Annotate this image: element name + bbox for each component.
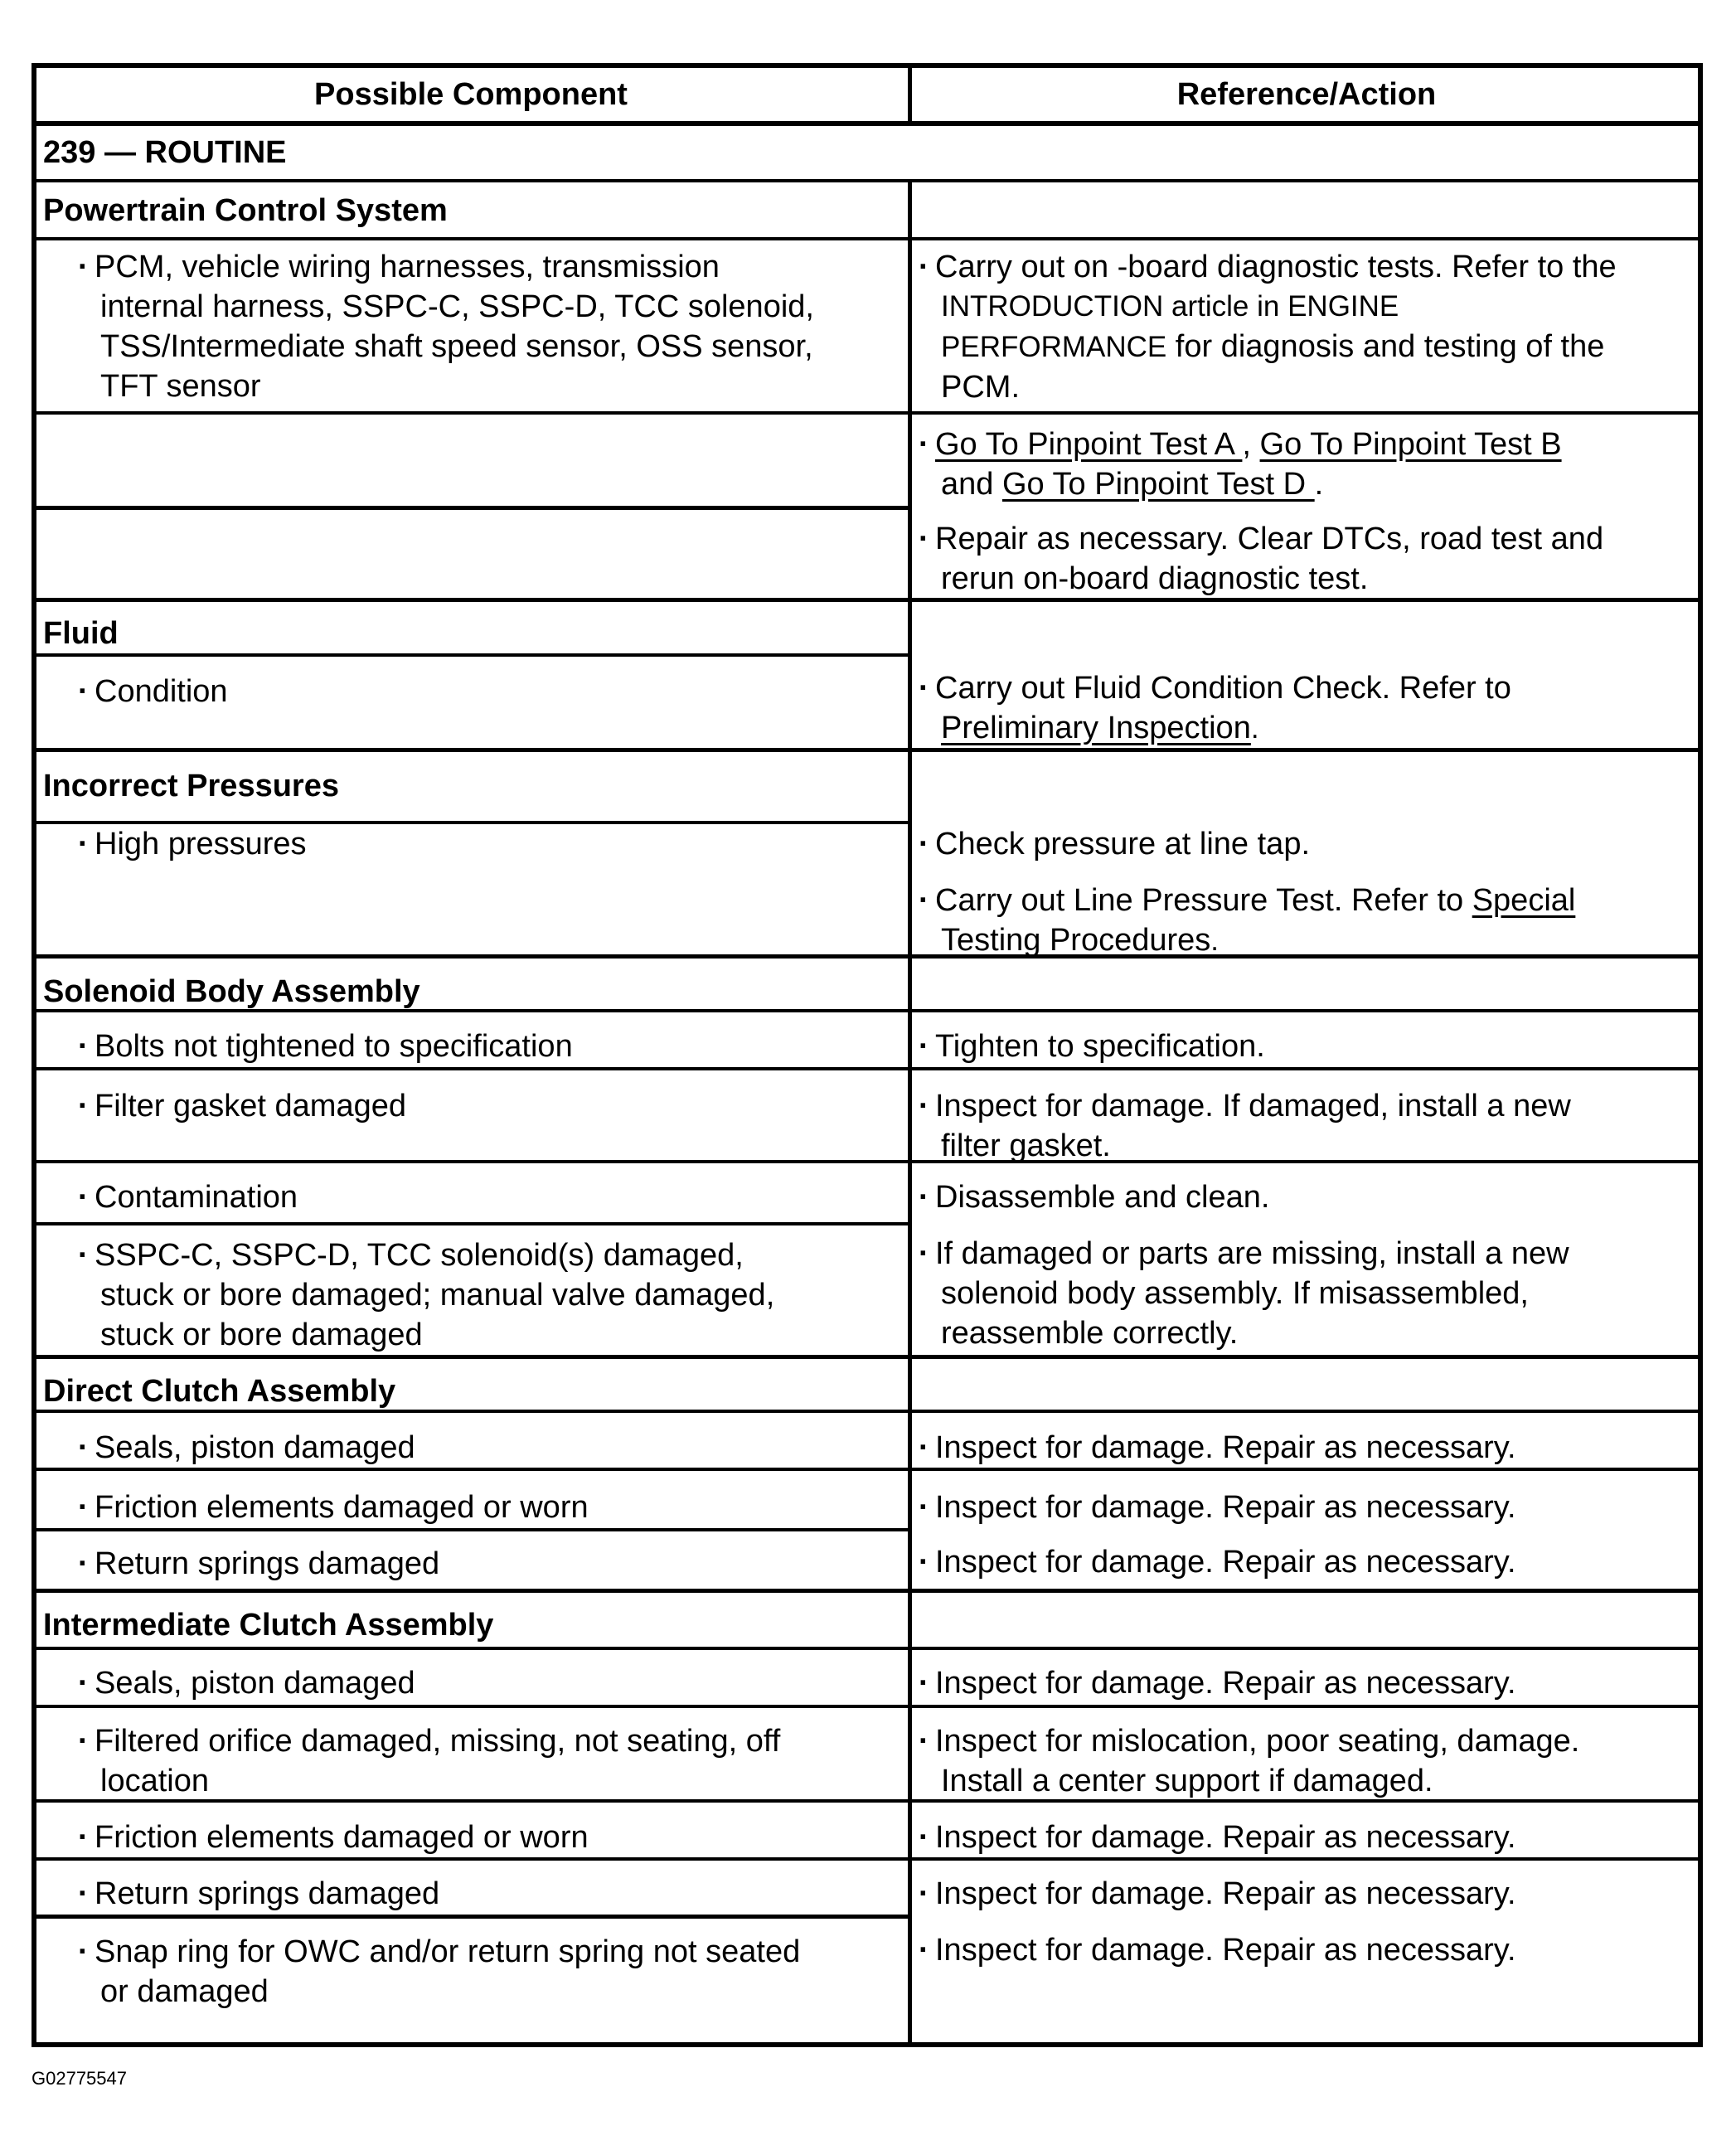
section-title-direct-clutch: Direct Clutch Assembly bbox=[43, 1374, 396, 1409]
component-text: Seals, piston damaged bbox=[95, 1666, 415, 1701]
bullet-icon: · bbox=[919, 1545, 929, 1580]
section-title-fluid: Fluid bbox=[43, 616, 119, 651]
reference-text: INTRODUCTION article in ENGINE bbox=[941, 290, 1399, 323]
bullet-icon: · bbox=[78, 1820, 89, 1855]
bullet-icon: · bbox=[919, 1089, 929, 1124]
table-border-bottom bbox=[32, 2042, 1703, 2047]
bullet-icon: · bbox=[919, 1666, 929, 1701]
left-row-divider bbox=[32, 653, 910, 657]
action-text: Carry out Fluid Condition Check. Refer to bbox=[935, 671, 1511, 706]
action-text: reassemble correctly. bbox=[941, 1316, 1239, 1351]
bullet-icon: · bbox=[78, 827, 89, 861]
component-text: TFT sensor bbox=[100, 369, 261, 404]
bullet-icon: · bbox=[919, 427, 929, 462]
bullet-icon: · bbox=[78, 1934, 89, 1969]
special-testing-link[interactable]: Testing Procedures bbox=[941, 923, 1211, 958]
action-text: Check pressure at line tap. bbox=[935, 827, 1311, 861]
bullet-icon: · bbox=[78, 1238, 89, 1273]
component-text: Return springs damaged bbox=[95, 1546, 440, 1581]
action-text: and bbox=[941, 467, 1002, 502]
action-text: rerun on-board diagnostic test. bbox=[941, 561, 1369, 596]
special-testing-link[interactable]: Special bbox=[1472, 883, 1576, 918]
component-text: Contamination bbox=[95, 1180, 298, 1215]
table-border-right bbox=[1698, 63, 1703, 2047]
action-text: Carry out Line Pressure Test. Refer to bbox=[935, 883, 1472, 918]
action-text: Repair as necessary. Clear DTCs, road test and bbox=[935, 522, 1604, 556]
bullet-icon: · bbox=[78, 1876, 89, 1911]
component-text: Bolts not tightened to specification bbox=[95, 1029, 573, 1064]
row-divider bbox=[32, 411, 1703, 415]
bullet-icon: · bbox=[919, 1430, 929, 1465]
bullet-icon: · bbox=[919, 1236, 929, 1271]
component-text: Return springs damaged bbox=[95, 1876, 440, 1911]
section-title-pressures: Incorrect Pressures bbox=[43, 769, 339, 803]
component-text: location bbox=[100, 1764, 209, 1798]
left-row-divider bbox=[32, 1915, 910, 1919]
pinpoint-test-b-link[interactable]: Go To Pinpoint Test B bbox=[1259, 427, 1562, 462]
bullet-icon: · bbox=[919, 1180, 929, 1215]
column-divider bbox=[908, 181, 912, 2046]
bullet-icon: · bbox=[919, 1724, 929, 1759]
bullet-icon: · bbox=[78, 250, 89, 284]
action-text: Carry out on -board diagnostic tests. Refer to the bbox=[935, 250, 1617, 284]
action-text: Inspect for damage. If damaged, install a new bbox=[935, 1089, 1571, 1124]
action-text: Inspect for mislocation, poor seating, damage. bbox=[935, 1724, 1580, 1759]
action-text: Inspect for damage. Repair as necessary. bbox=[935, 1820, 1516, 1855]
action-text: . bbox=[1210, 925, 1220, 957]
component-text: PCM, vehicle wiring harnesses, transmission bbox=[95, 250, 720, 284]
row-divider bbox=[32, 121, 1703, 126]
separator-text: , bbox=[1242, 427, 1260, 462]
bullet-icon: · bbox=[919, 1490, 929, 1525]
section-title-solenoid: Solenoid Body Assembly bbox=[43, 974, 420, 1009]
action-text: Inspect for damage. Repair as necessary. bbox=[935, 1430, 1516, 1465]
row-divider bbox=[32, 1647, 1703, 1650]
row-divider bbox=[32, 179, 1703, 182]
pinpoint-test-d-link[interactable]: Go To Pinpoint Test D bbox=[1001, 467, 1315, 502]
bullet-icon: · bbox=[919, 883, 929, 918]
bullet-icon: · bbox=[78, 1724, 89, 1759]
component-text: Friction elements damaged or worn bbox=[95, 1820, 589, 1855]
bullet-icon: · bbox=[78, 1180, 89, 1215]
reference-text: PERFORMANCE bbox=[941, 331, 1167, 363]
bullet-icon: · bbox=[78, 1490, 89, 1525]
action-text: for diagnosis and testing of the bbox=[1166, 329, 1605, 364]
component-text: Filter gasket damaged bbox=[95, 1089, 406, 1124]
action-text: Inspect for damage. Repair as necessary. bbox=[935, 1490, 1516, 1525]
figure-code: G02775547 bbox=[32, 2068, 127, 2089]
component-text: Condition bbox=[95, 674, 228, 709]
bullet-icon: · bbox=[919, 1029, 929, 1064]
action-text: If damaged or parts are missing, install a new bbox=[935, 1236, 1569, 1271]
left-row-divider bbox=[32, 1222, 910, 1225]
left-row-divider bbox=[32, 1528, 910, 1531]
component-text: High pressures bbox=[95, 827, 307, 861]
routine-title: 239 — ROUTINE bbox=[43, 135, 287, 170]
row-divider bbox=[32, 1067, 1703, 1070]
section-title-intermediate-clutch: Intermediate Clutch Assembly bbox=[43, 1608, 494, 1643]
bullet-icon: · bbox=[919, 827, 929, 861]
component-text: Snap ring for OWC and/or return spring not seated bbox=[95, 1934, 801, 1969]
action-text: Disassemble and clean. bbox=[935, 1180, 1270, 1215]
bullet-icon: · bbox=[78, 1546, 89, 1581]
header-reference-action: Reference/Action bbox=[1176, 77, 1437, 112]
row-divider bbox=[32, 237, 1703, 240]
preliminary-inspection-link[interactable]: Preliminary Inspection bbox=[941, 711, 1251, 745]
table-border-left bbox=[32, 63, 36, 2047]
action-text: solenoid body assembly. If misassembled, bbox=[941, 1276, 1529, 1311]
action-text: . bbox=[1314, 467, 1324, 502]
troubleshooting-table bbox=[32, 63, 1703, 2047]
action-text: PCM. bbox=[941, 370, 1020, 405]
component-text: Seals, piston damaged bbox=[95, 1430, 415, 1465]
bullet-icon: · bbox=[919, 1820, 929, 1855]
action-text: Inspect for damage. Repair as necessary. bbox=[935, 1666, 1516, 1701]
component-text: TSS/Intermediate shaft speed sensor, OSS sensor, bbox=[100, 329, 813, 364]
action-text: . bbox=[1250, 712, 1259, 745]
component-text: internal harness, SSPC-C, SSPC-D, TCC solenoid, bbox=[100, 289, 814, 324]
action-text: Inspect for damage. Repair as necessary. bbox=[935, 1545, 1516, 1580]
action-text: filter gasket. bbox=[941, 1128, 1111, 1163]
left-row-divider bbox=[32, 506, 910, 510]
bullet-icon: · bbox=[919, 1933, 929, 1968]
component-text: stuck or bore damaged bbox=[100, 1318, 423, 1352]
bullet-icon: · bbox=[919, 522, 929, 556]
row-divider bbox=[32, 1468, 1703, 1471]
component-text: Friction elements damaged or worn bbox=[95, 1490, 589, 1525]
bullet-icon: · bbox=[78, 674, 89, 709]
component-text: SSPC-C, SSPC-D, TCC solenoid(s) damaged, bbox=[95, 1238, 744, 1273]
bullet-icon: · bbox=[78, 1089, 89, 1124]
section-title-powertrain: Powertrain Control System bbox=[43, 193, 448, 228]
row-divider bbox=[32, 1589, 1703, 1593]
bullet-icon: · bbox=[78, 1430, 89, 1465]
header-possible-component: Possible Component bbox=[314, 77, 628, 112]
action-text: Tighten to specification. bbox=[935, 1029, 1265, 1064]
pinpoint-test-a-link[interactable]: Go To Pinpoint Test A bbox=[935, 427, 1243, 462]
action-text: Inspect for damage. Repair as necessary. bbox=[935, 1933, 1516, 1968]
bullet-icon: · bbox=[919, 250, 929, 284]
bullet-icon: · bbox=[919, 671, 929, 706]
table-border-top bbox=[32, 63, 1703, 68]
row-divider bbox=[32, 1355, 1703, 1359]
action-text: Inspect for damage. Repair as necessary. bbox=[935, 1876, 1516, 1911]
component-text: Filtered orifice damaged, missing, not seating, off bbox=[95, 1724, 781, 1759]
component-text: or damaged bbox=[100, 1974, 269, 2009]
bullet-icon: · bbox=[78, 1666, 89, 1701]
action-text: Install a center support if damaged. bbox=[941, 1764, 1433, 1798]
bullet-icon: · bbox=[78, 1029, 89, 1064]
row-divider bbox=[32, 1705, 1703, 1708]
bullet-icon: · bbox=[919, 1876, 929, 1911]
component-text: stuck or bore damaged; manual valve damaged, bbox=[100, 1278, 775, 1313]
row-divider bbox=[32, 1857, 1703, 1861]
